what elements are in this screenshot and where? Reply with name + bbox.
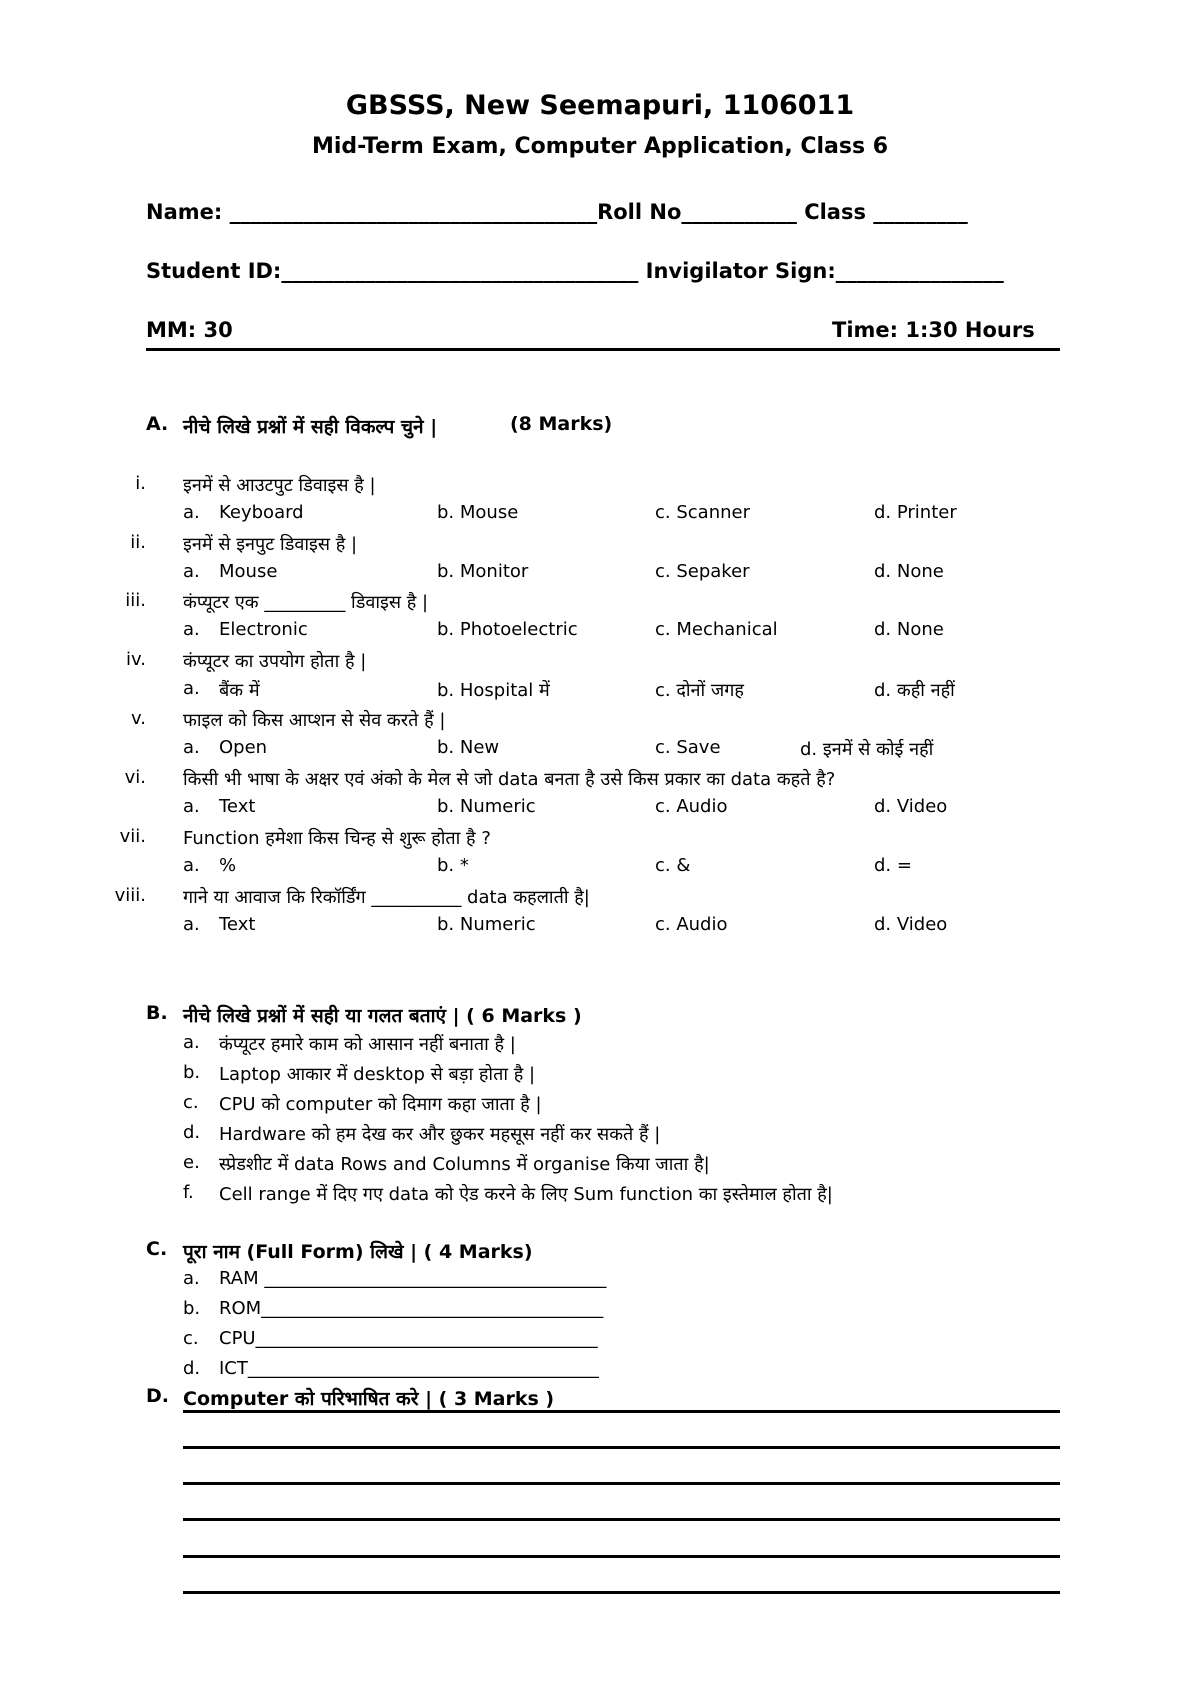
answer-option: d. Video [874, 914, 948, 935]
item-text: ICT_______________________________________ [219, 1358, 599, 1379]
section-b-title: नीचे लिखे प्रश्नों में सही या गलत बताएं | ( 6 Marks ) [183, 1005, 582, 1027]
answer-option: d. Printer [874, 502, 957, 523]
item-label: b. [183, 1062, 201, 1083]
answer-option: c. Scanner [655, 502, 750, 523]
option-marker: a. [183, 561, 200, 582]
answer-option: c. Audio [655, 914, 728, 935]
item-label: d. [183, 1358, 201, 1379]
option-marker: a. [183, 737, 200, 758]
section-d-letter: D. [146, 1385, 169, 1407]
section-a-marks: (8 Marks) [510, 413, 613, 435]
answer-option: d. इनमें से कोई नहीं [800, 739, 934, 760]
answer-option: Mouse [219, 561, 278, 582]
question-text: कंप्यूटर एक _________ डिवाइस है | [183, 592, 429, 613]
answer-option: b. New [437, 737, 500, 758]
item-text: ROM______________________________________ [219, 1298, 604, 1319]
question-number: v. [131, 708, 146, 729]
answer-option: c. Sepaker [655, 561, 750, 582]
question-text: इनमें से आउटपुट डिवाइस है | [183, 475, 376, 496]
answer-option: c. & [655, 855, 691, 876]
question-number: vi. [124, 767, 146, 788]
option-marker: a. [183, 678, 200, 699]
option-marker: a. [183, 796, 200, 817]
exam-time: Time: 1:30 Hours [832, 318, 1035, 342]
question-text: गाने या आवाज कि रिकॉर्डिंग __________ data कहलाती है| [183, 887, 590, 908]
section-c-letter: C. [146, 1238, 168, 1260]
header-divider [146, 348, 1060, 351]
student-id-line: Student ID:__________________________________ Invigilator Sign:________________ [146, 259, 1004, 283]
exam-title: Mid-Term Exam, Computer Application, Class 6 [311, 134, 889, 159]
answer-option: c. Audio [655, 796, 728, 817]
section-c-title: पूरा नाम (Full Form) लिखे | ( 4 Marks) [183, 1241, 533, 1263]
answer-option: b. Photoelectric [437, 619, 578, 640]
item-text: Laptop आकार में desktop से बड़ा होता है | [219, 1064, 536, 1085]
item-text: CPU______________________________________ [219, 1328, 598, 1349]
answer-option: d. None [874, 619, 944, 640]
section-a-title: नीचे लिखे प्रश्नों में सही विकल्प चुने | [183, 416, 438, 438]
answer-option: Electronic [219, 619, 308, 640]
option-marker: a. [183, 619, 200, 640]
item-text: Hardware को हम देख कर और छुकर महसूस नहीं कर सकते हैं | [219, 1124, 661, 1145]
question-text: Function हमेशा किस चिन्ह से शुरू होता है ? [183, 828, 491, 849]
answer-line [183, 1446, 1060, 1449]
answer-option: Keyboard [219, 502, 304, 523]
item-text: कंप्यूटर हमारे काम को आसान नहीं बनाता है | [219, 1034, 516, 1055]
question-number: iv. [126, 649, 146, 670]
answer-line [183, 1591, 1060, 1594]
answer-option: b. Hospital में [437, 680, 550, 701]
answer-option: c. Save [655, 737, 721, 758]
name-roll-class-line: Name: ___________________________________Roll No___________ Class _________ [146, 200, 968, 224]
answer-option: Text [219, 796, 256, 817]
item-text: स्प्रेडशीट में data Rows and Columns में organise किया जाता है| [219, 1154, 710, 1175]
school-title: GBSSS, New Seemapuri, 1106011 [345, 90, 855, 121]
question-number: ii. [130, 532, 146, 553]
item-label: c. [183, 1328, 199, 1349]
answer-option: b. Numeric [437, 914, 536, 935]
answer-line [183, 1410, 1060, 1413]
answer-line [183, 1482, 1060, 1485]
answer-option: Text [219, 914, 256, 935]
question-number: i. [135, 473, 146, 494]
item-label: b. [183, 1298, 201, 1319]
answer-option: b. * [437, 855, 469, 876]
answer-option: c. Mechanical [655, 619, 778, 640]
question-number: vii. [119, 826, 146, 847]
answer-option: d. Video [874, 796, 948, 817]
answer-option: d. = [874, 855, 912, 876]
section-d-title: Computer को परिभाषित करे | ( 3 Marks ) [183, 1388, 555, 1410]
max-marks: MM: 30 [146, 318, 233, 342]
item-text: RAM ______________________________________ [219, 1268, 607, 1289]
item-label: a. [183, 1032, 200, 1053]
question-text: किसी भी भाषा के अक्षर एवं अंको के मेल से जो data बनता है उसे किस प्रकार का data कहते है? [183, 769, 836, 790]
option-marker: a. [183, 855, 200, 876]
answer-option: b. Mouse [437, 502, 519, 523]
answer-option: b. Numeric [437, 796, 536, 817]
item-label: f. [183, 1182, 194, 1203]
option-marker: a. [183, 914, 200, 935]
section-a-letter: A. [146, 413, 169, 435]
question-text: इनमें से इनपुट डिवाइस है | [183, 534, 358, 555]
option-marker: a. [183, 502, 200, 523]
question-text: कंप्यूटर का उपयोग होता है | [183, 651, 367, 672]
answer-option: c. दोनों जगह [655, 680, 744, 701]
answer-line [183, 1555, 1060, 1558]
answer-option: बैंक में [219, 680, 260, 701]
item-text: Cell range में दिए गए data को ऐड करने के लिए Sum function का इस्तेमाल होता है| [219, 1184, 833, 1205]
section-b-letter: B. [146, 1002, 168, 1024]
item-text: CPU को computer को दिमाग कहा जाता है | [219, 1094, 542, 1115]
item-label: e. [183, 1152, 200, 1173]
item-label: d. [183, 1122, 201, 1143]
answer-option: d. कही नहीं [874, 680, 955, 701]
question-number: viii. [114, 885, 146, 906]
item-label: c. [183, 1092, 199, 1113]
answer-option: Open [219, 737, 268, 758]
answer-option: d. None [874, 561, 944, 582]
answer-option: % [219, 855, 237, 876]
answer-option: b. Monitor [437, 561, 529, 582]
answer-line [183, 1518, 1060, 1521]
item-label: a. [183, 1268, 200, 1289]
question-text: फाइल को किस आप्शन से सेव करते हैं | [183, 710, 446, 731]
question-number: iii. [125, 590, 146, 611]
